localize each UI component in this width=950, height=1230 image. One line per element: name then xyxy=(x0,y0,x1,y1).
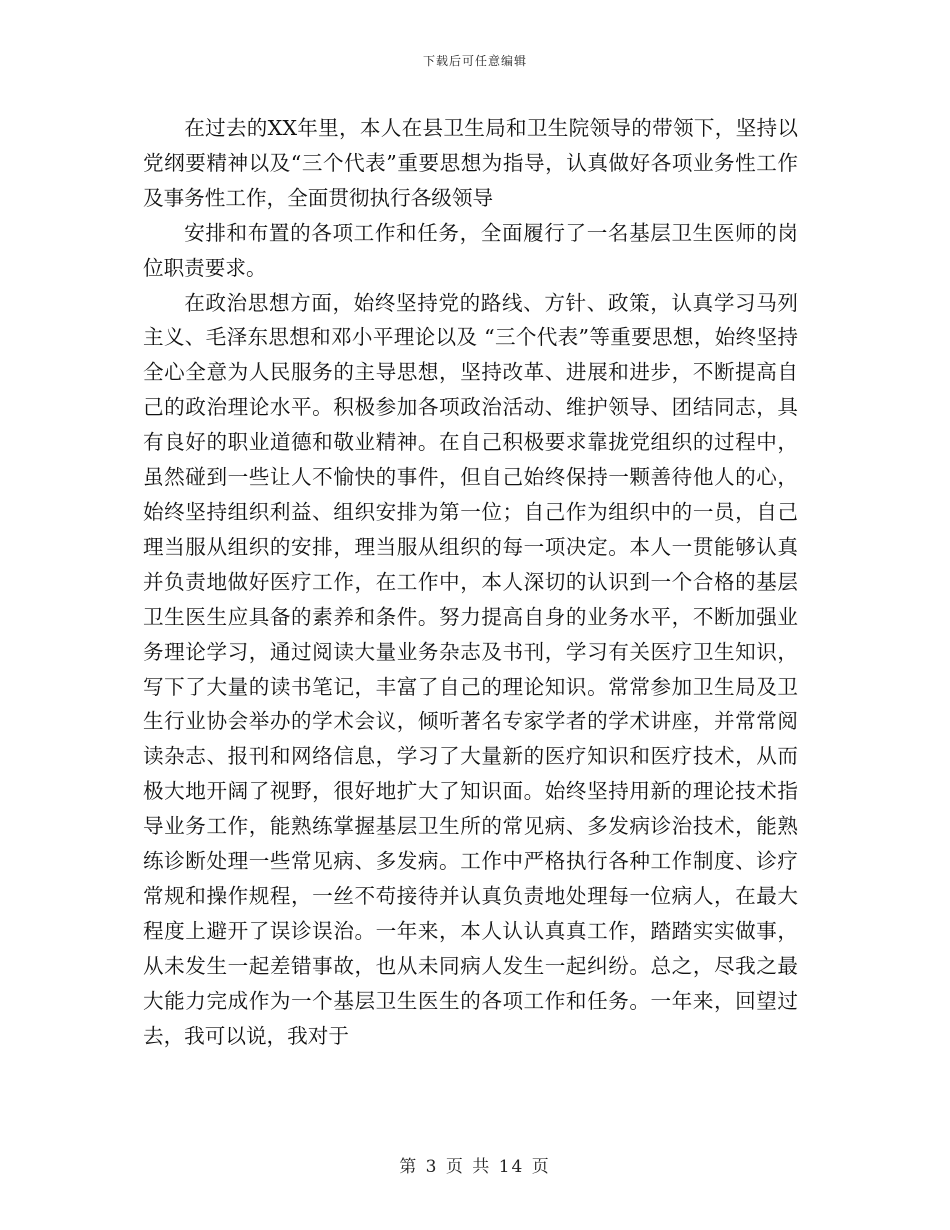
footer-suffix: 页 xyxy=(531,1157,551,1177)
document-body xyxy=(143,111,798,1053)
footer-prefix: 第 xyxy=(399,1157,419,1177)
footer-middle: 页 共 xyxy=(445,1157,492,1177)
paragraph-3: 在政治思想方面，始终坚持党的路线、方针、政策，认真学习马列主义、毛泽东思想和邓小平理论以及 “三个代表”等重要思想，始终坚持全心全意为人民服务的主导思想，坚持改革、进展和进步，不断提高自己的政治理论水平。积极参加各项政治活动、维护领导、团结同志，具有良好的职业道德和敬业精神。在自己积极要求靠拢党组织的过程中，虽然碰到一些让人不愉快的事件，但自己始终保持一颗善待他人的心，始终坚持组织利益、组织安排为第一位；自己作为组织中的一员，自己理当服从组织的安排，理当服从组织的每一项决定。本人一贯能够认真并负责地做好医疗工作，在工作中，本人深切的认识到一个合格的基层卫生医生应具备的素养和条件。努力提高自身的业务水平，不断加强业务理论学习，通过阅读大量业务杂志及书刊，学习有关医疗卫生知识，写下了大量的读书笔记，丰富了自己的理论知识。常常参加卫生局及卫生行业协会举办的学术会议，倾听著名专家学者的学术讲座，并常常阅读杂志、报刊和网络信息，学习了大量新的医疗知识和医疗技术，从而极大地开阔了视野，很好地扩大了知识面。始终坚持用新的理论技术指导业务工作，能熟练掌握基层卫生所的常见病、多发病诊治技术，能熟练诊断处理一些常见病、多发病。工作中严格执行各种工作制度、诊疗常规和操作规程，一丝不苟接待并认真负责地处理每一位病人，在最大程度上避开了误诊误治。一年来，本人认认真真工作，踏踏实实做事，从未发生一起差错事故，也从未同病人发生一起纠纷。总之，尽我之最大能力完成作为一个基层卫生医生的各项工作和任务。一年来，回望过去，我可以说，我对于 xyxy=(143,290,798,1048)
footer-total-pages: 14 xyxy=(498,1157,525,1177)
page-footer xyxy=(0,1152,950,1177)
paragraph-2: 安排和布置的各项工作和任务，全面履行了一名基层卫生医师的岗位职责要求。 xyxy=(143,220,798,280)
page-header-note: 下载后可任意编辑 xyxy=(422,54,527,68)
footer-current-page: 3 xyxy=(425,1157,439,1177)
paragraph-1: 在过去的XX年里，本人在县卫生局和卫生院领导的带领下，坚持以党纲要精神以及“三个代表”重要思想为指导，认真做好各项业务性工作及事务性工作，全面贯彻执行各级领导 xyxy=(143,116,798,210)
